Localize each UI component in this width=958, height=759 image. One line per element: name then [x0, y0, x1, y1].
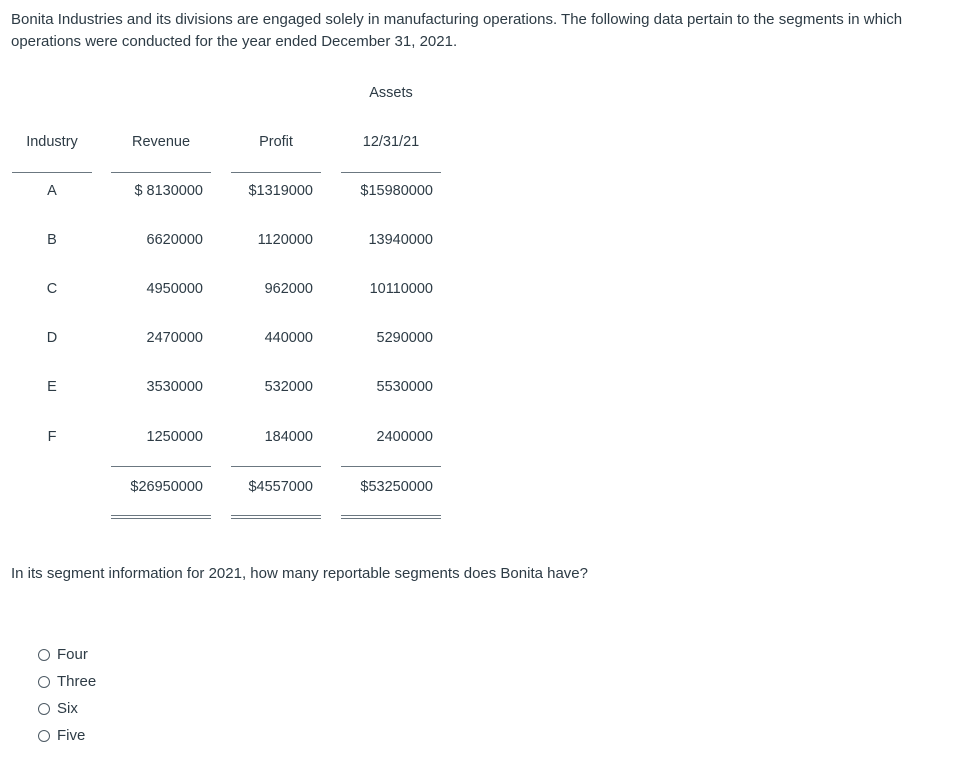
total-revenue: $26950000	[130, 479, 203, 495]
problem-intro: Bonita Industries and its divisions are engaged solely in manufacturing operations. The following data pertain to the segments in which operations were conducted for the year ended December 31, 2021.	[11, 11, 903, 50]
question-text: In its segment information for 2021, how many reportable segments does Bonita have?	[11, 565, 588, 582]
row-b-profit: 1120000	[257, 232, 313, 248]
row-a-assets: $15980000	[360, 183, 433, 199]
option-four[interactable]	[38, 641, 96, 668]
option-label: Five	[57, 727, 86, 744]
row-e-profit: 532000	[264, 379, 313, 395]
row-f-revenue: 1250000	[146, 429, 203, 445]
row-d-industry: D	[46, 330, 58, 346]
total-profit: $4557000	[248, 479, 313, 495]
radio-button-icon[interactable]	[38, 703, 50, 715]
header-rule-revenue	[111, 172, 211, 173]
double-rule-profit	[231, 515, 321, 519]
header-rule-industry	[12, 172, 92, 173]
row-e-industry: E	[47, 379, 57, 395]
double-rule-revenue	[111, 515, 211, 519]
header-rule-profit	[231, 172, 321, 173]
total-rule-assets	[341, 466, 441, 467]
answer-options	[38, 641, 96, 749]
row-a-revenue: $ 8130000	[134, 183, 203, 199]
industry-header: Industry	[26, 134, 78, 150]
row-d-profit: 440000	[264, 330, 313, 346]
revenue-header: Revenue	[131, 134, 191, 150]
row-b-revenue: 6620000	[146, 232, 203, 248]
option-three[interactable]	[38, 668, 96, 695]
row-a-profit: $1319000	[248, 183, 313, 199]
profit-header: Profit	[259, 134, 293, 150]
row-c-profit: 962000	[264, 281, 313, 297]
row-d-assets: 5290000	[376, 330, 433, 346]
radio-button-icon[interactable]	[38, 676, 50, 688]
radio-button-icon[interactable]	[38, 649, 50, 661]
row-b-assets: 13940000	[368, 232, 433, 248]
option-six[interactable]	[38, 695, 96, 722]
row-e-assets: 5530000	[376, 379, 433, 395]
total-rule-revenue	[111, 466, 211, 467]
row-f-profit: 184000	[264, 429, 313, 445]
assets-header: 12/31/21	[362, 134, 420, 150]
row-c-assets: 10110000	[369, 281, 433, 297]
row-c-revenue: 4950000	[146, 281, 203, 297]
option-label: Four	[57, 646, 88, 663]
row-e-revenue: 3530000	[146, 379, 203, 395]
total-rule-profit	[231, 466, 321, 467]
row-f-industry: F	[47, 429, 57, 445]
row-c-industry: C	[46, 281, 58, 297]
header-rule-assets	[341, 172, 441, 173]
row-f-assets: 2400000	[376, 429, 433, 445]
option-label: Six	[57, 700, 78, 717]
total-assets: $53250000	[360, 479, 433, 495]
row-d-revenue: 2470000	[146, 330, 203, 346]
assets-header-top: Assets	[369, 85, 413, 101]
option-five[interactable]	[38, 722, 96, 749]
radio-button-icon[interactable]	[38, 730, 50, 742]
row-b-industry: B	[47, 232, 57, 248]
double-rule-assets	[341, 515, 441, 519]
row-a-industry: A	[47, 183, 57, 199]
option-label: Three	[57, 673, 97, 690]
